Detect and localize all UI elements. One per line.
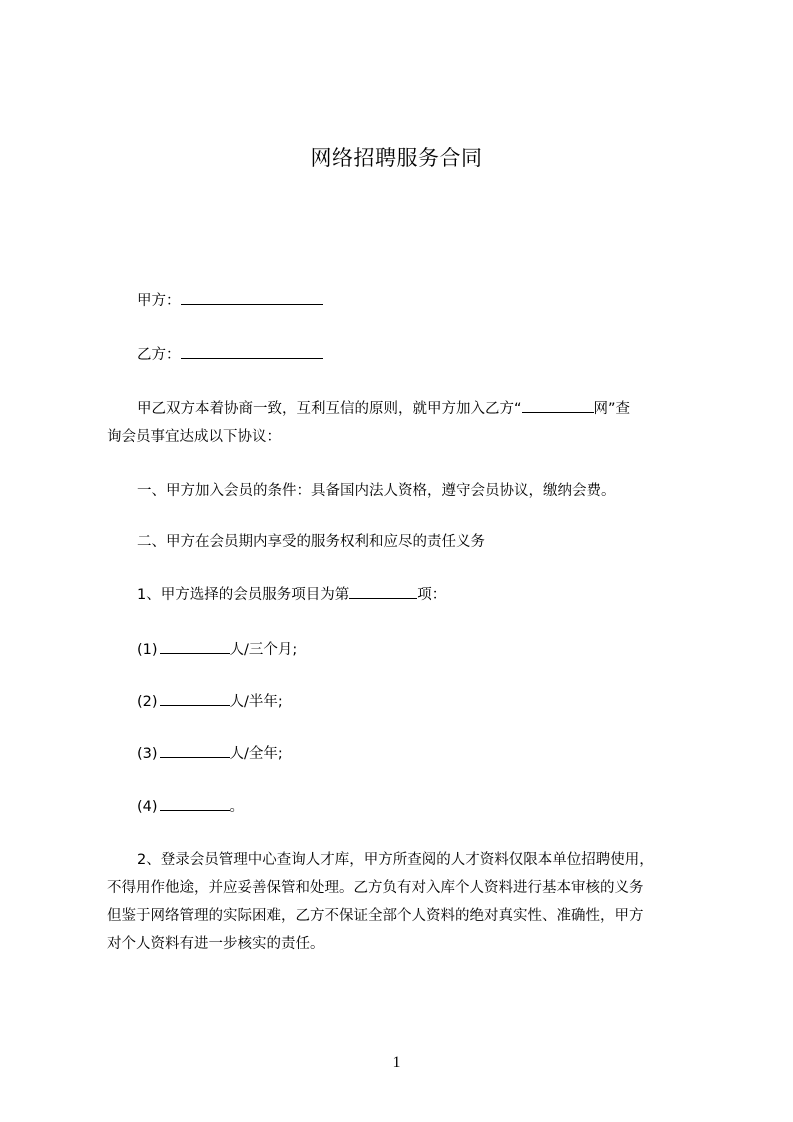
party-b-blank[interactable] [181, 344, 323, 359]
option-1-number: (1) [137, 642, 158, 658]
item-2-line-4: 对个人资料有进一步核实的责任。 [107, 936, 325, 952]
clause-1: 一、甲方加入会员的条件：具备国内法人资格，遵守会员协议，缴纳会费。 [137, 483, 616, 499]
option-3-number: (3) [137, 746, 158, 762]
option-2 [137, 691, 283, 712]
option-4-blank[interactable] [160, 796, 230, 811]
option-3-blank[interactable] [160, 743, 230, 758]
option-4-number: (4) [137, 799, 158, 815]
website-name-blank[interactable] [522, 398, 594, 413]
item-2-line-2: 不得用作他途，并应妥善保管和处理。乙方负有对入库个人资料进行基本审核的义务 [107, 880, 644, 896]
item-2-line-3: 但鉴于网络管理的实际困难，乙方不保证全部个人资料的绝对真实性、准确性，甲方 [107, 908, 644, 924]
option-1-text: 人/三个月; [229, 642, 298, 658]
clause-2: 二、甲方在会员期内享受的服务权利和应尽的责任义务 [137, 534, 485, 550]
intro-part-1: 甲乙双方本着协商一致，互利互信的原则，就甲方加入乙方“ [137, 401, 522, 417]
option-4 [137, 796, 244, 817]
item-2-line-1: 2、登录会员管理中心查询人才库，甲方所查阅的人才资料仅限本单位招聘使用， [137, 852, 654, 868]
option-3-text: 人/全年; [229, 746, 283, 762]
option-3 [137, 743, 283, 764]
option-2-number: (2) [137, 694, 158, 710]
party-b-line [137, 344, 323, 365]
option-1-blank[interactable] [160, 639, 230, 654]
party-a-line [137, 290, 323, 311]
item-1-suffix: 项： [417, 587, 447, 603]
service-item-blank[interactable] [349, 584, 417, 599]
option-2-blank[interactable] [160, 691, 230, 706]
item-1-prefix: 1、甲方选择的会员服务项目为第 [137, 587, 350, 603]
page-number: 1 [392, 1054, 401, 1071]
document-title: 网络招聘服务合同 [310, 146, 483, 170]
option-4-text: 。 [229, 799, 245, 815]
intro-line-1 [137, 398, 630, 419]
party-a-blank[interactable] [181, 290, 323, 305]
party-b-label: 乙方： [137, 347, 181, 363]
item-1-line [137, 584, 446, 605]
intro-part-2: 网”查 [593, 401, 631, 417]
option-1 [137, 639, 297, 660]
option-2-text: 人/半年; [229, 694, 283, 710]
intro-line-2: 询会员事宜达成以下协议： [107, 429, 281, 445]
party-a-label: 甲方： [137, 293, 181, 309]
